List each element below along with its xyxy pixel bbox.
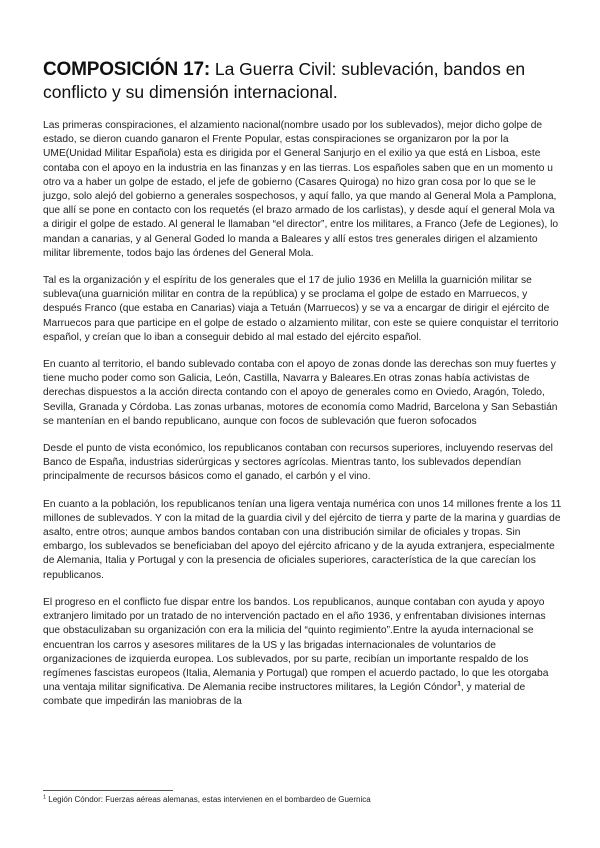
paragraph-economia: Desde el punto de vista económico, los republicanos contaban con recursos superiores, incluyendo reservas del Banco de España, industrias siderúrgicas y sectores agrícolas. Mientras tanto, los sublevados dependían principalmente de recursos básicos como el ganado, el carbón y el vino. xyxy=(43,443,553,483)
paragraph-sublevacion-melilla: Tal es la organización y el espíritu de los generales que el 17 de julio 1936 en Melilla la guarnición militar se subleva(una guarnición militar en contra de la república) y se proclama el golpe de estado en Marruecos, y después Franco (que estaba en Canarias) viaja a Tetuán (Marruecos) y se va a encargar de dirigir el ejército de Marruecos para que participe en el golpe de estado o alzamiento militar, con este se quiere conquistar el territorio español, y creían que lo iban a conseguir debido al mal estado del ejército español. xyxy=(43,275,559,343)
footnote xyxy=(43,794,563,805)
paragraph-progreso-continued: , y material de combate que impedirán las maniobras de la xyxy=(43,682,526,708)
paragraph-progreso xyxy=(43,596,563,710)
page-title xyxy=(43,58,563,103)
paragraph-progreso-text: El progreso en el conflicto fue dispar entre los bandos. Los republicanos, aunque contaban con ayuda y apoyo extranjero limitado por un tratado de no intervención pactado en el año 1936, y enfrentaban divisiones internas que obstaculizaban su organización con era la milicia del “quinto regimiento”.Entre la ayuda internacional se encuentran los carros y asesores militares de la US y las brigadas internacionales de voluntarios de organizaciones de izquierda europea. Los sublevados, por su parte, recibían un importante respaldo de los regímenes fascistas europeos (Italia, Alemania y Portugal) que rompen el acuerdo pactado, lo que les otorgaba una ventaja militar significativa. De Alemania recibe instructores militares, la Legión Cóndor xyxy=(43,596,549,694)
footnote-divider xyxy=(43,790,173,791)
title-rest: La Guerra Civil: sublevación, bandos en conflicto y su dimensión internacional. xyxy=(43,59,526,102)
body-text xyxy=(43,119,563,710)
footnote-text: Legión Cóndor: Fuerzas aéreas alemanas, estas intervienen en el bombardeo de Guernica xyxy=(46,795,371,804)
footnote-mark: 1 xyxy=(43,794,47,801)
paragraph-territorio: En cuanto al territorio, el bando sublevado contaba con el apoyo de zonas donde las derechas son muy fuertes y tiene mucho poder como son Galicia, León, Castilla, Navarra y Baleares.En otras zonas había activistas de derechas dispuestos a la acción directa contando con el apoyo de generales como en Oviedo, Aragón, Toledo, Sevilla, Granada y Córdoba. Las zonas urbanas, motores de economía como Madrid, Barcelona y San Sebastián se mantenían en el bando republicano, aunque con focos de sublevación que fueron sofocados xyxy=(43,359,558,427)
paragraph-poblacion: En cuanto a la población, los republicanos tenían una ligera ventaja numérica con unos 14 millones frente a los 11 millones de sublevados. Y con la mitad de la guardia civil y del ejército de tierra y parte de la marina y guardias de asalto, entre otros; aunque ambos bandos contaban con una distribución similar de oficiales y tropas. Sin embargo, los sublevados se beneficiaban del apoyo del ejército africano y de la ayuda extranjera, especialmente de Alemania, Italia y Portugal y con la presencia de oficiales superiores, característica de la que carecían los republicanos. xyxy=(43,498,562,581)
paragraph-conspiraciones: Las primeras conspiraciones, el alzamiento nacional(nombre usado por los sublevados), mejor dicho golpe de estado, se dieron cuando ganaron el Frente Popular, estas conspiraciones se organizaron por la por la UME(Unidad Militar Española) esta es dirigida por el General Sanjurjo en el exilio ya que está en Lisboa, este contaba con el apoyo en la industria en las finanzas y en las tierras. Los españoles saben que en un momento u otro va a haber un golpe de estado, el jefe de gobierno (Casares Quiroga) no hizo gran cosa por lo que se le juzgo, solo alejó del gobierno a generales sospechosos, y aquí fallo, ya que mando al General Mola a Pamplona, que allí se pone en contacto con los requetés (el brazo armado de los carlistas), y desde aquí el general Mola va a dirigir el golpe de estado. Al general le llamaban “el director”, entre los militares, a Franco (Jefe de Legiones), lo mandan a canarias, y al General Goded lo manda a Baleares y allí estos tres generales dirigen el alzamiento militar libremente, todos bajo las órdenes del General Mola. xyxy=(43,120,559,259)
footnote-reference[interactable]: 1 xyxy=(457,680,461,688)
title-lead: COMPOSICIÓN 17: xyxy=(43,59,210,80)
